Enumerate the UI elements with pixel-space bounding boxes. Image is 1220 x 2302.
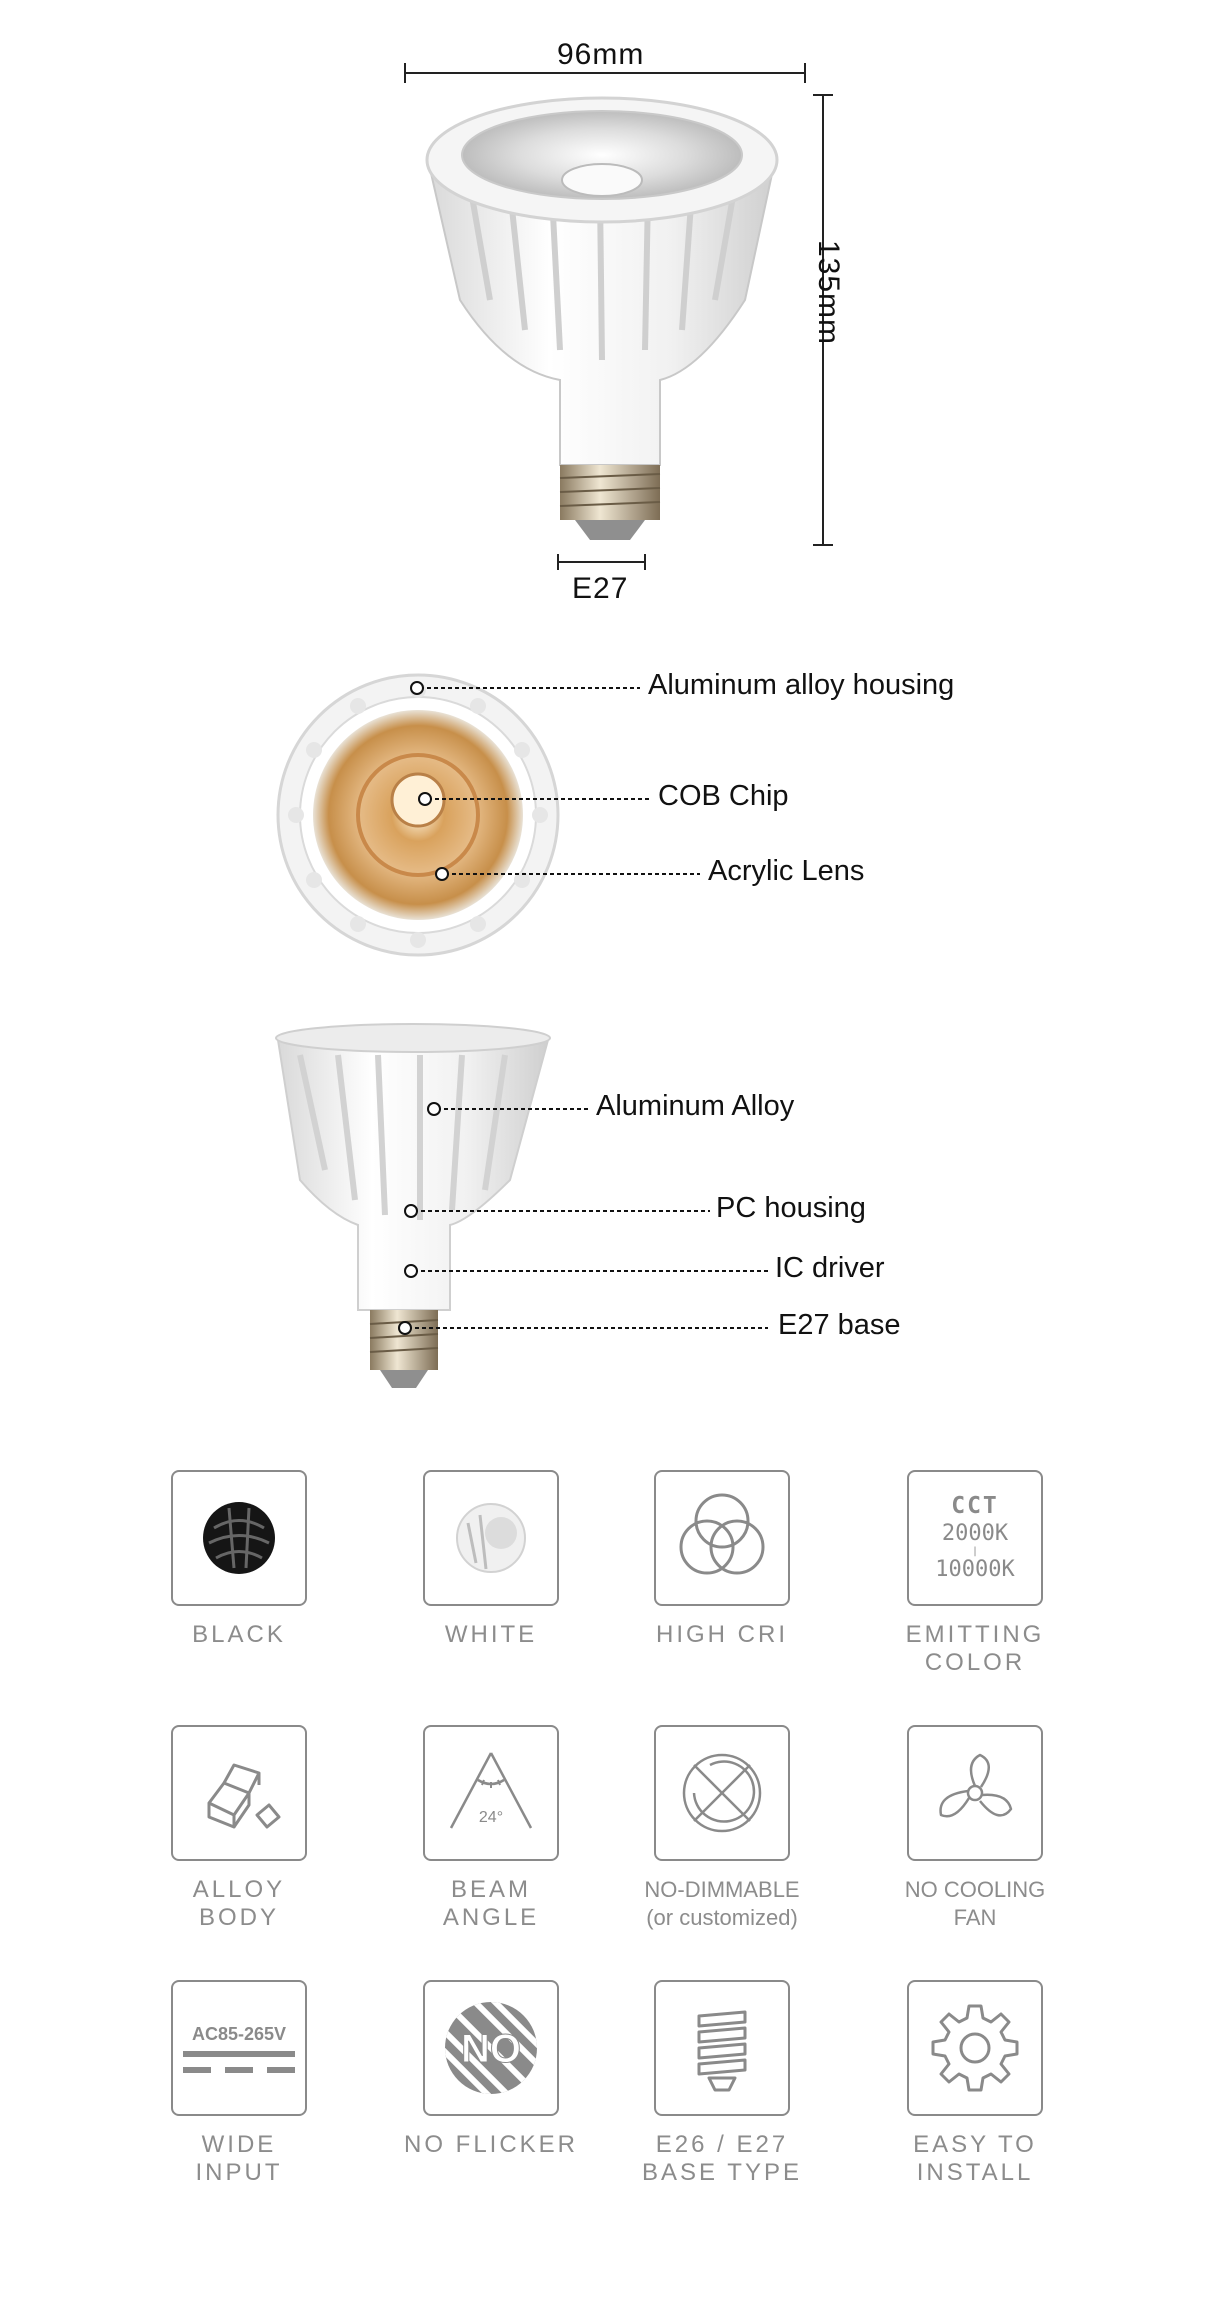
feature-alloy-body-box [171, 1725, 307, 1861]
feature-beam-angle-label-1: BEAM [450, 1876, 531, 1903]
feature-no-cooling-fan-label-1: NO COOLING [904, 1877, 1046, 1902]
feature-wide-input-label-2: INPUT [195, 2159, 283, 2186]
feature-white-box [423, 1470, 559, 1606]
beam-angle-value: 24° [478, 1809, 504, 1826]
callout-ic-driver: IC driver [775, 1252, 885, 1284]
beam-angle-icon [436, 1738, 546, 1848]
gear-icon [925, 1998, 1025, 2098]
callout-aluminum-alloy: Aluminum Alloy [596, 1090, 795, 1122]
feature-alloy-body-label-1: ALLOY [192, 1876, 286, 1903]
feature-no-cooling-fan-box [907, 1725, 1043, 1861]
front-view-diagram [0, 660, 1220, 980]
feature-emitting-color-label-1: EMITTING [905, 1621, 1045, 1648]
feature-emitting-color-label-2: COLOR [924, 1649, 1026, 1676]
feature-wide-input-box [171, 1980, 307, 2116]
callout-pc-housing: PC housing [716, 1192, 866, 1224]
feature-no-dimmable-box [654, 1725, 790, 1861]
feature-no-flicker-box [423, 1980, 559, 2116]
alloy-ingots-icon [189, 1743, 289, 1843]
feature-high-cri-box [654, 1470, 790, 1606]
feature-beam-angle-label-2: ANGLE [442, 1904, 540, 1931]
callout-cob-chip: COB Chip [658, 780, 789, 812]
feature-base-type-label-2: BASE TYPE [642, 2159, 802, 2186]
cct-title: CCT [951, 1493, 999, 1519]
feature-no-cooling-fan-label-2: FAN [953, 1905, 997, 1930]
voltage-range: AC85-265V [191, 2023, 287, 2044]
bulb-front-drawing [0, 660, 1220, 980]
dimension-diagram [0, 0, 1220, 620]
base-dimension-label: E27 [572, 572, 629, 605]
feature-easy-install-label-2: INSTALL [916, 2159, 1034, 2186]
screw-base-icon [677, 1998, 767, 2098]
feature-no-dimmable-label-2: (or customized) [646, 1905, 798, 1930]
callout-e27-base: E27 base [778, 1309, 901, 1341]
feature-beam-angle-box [423, 1725, 559, 1861]
no-flicker-badge: NO [461, 2027, 521, 2071]
feature-black-box [171, 1470, 307, 1606]
feature-no-flicker-label: NO FLICKER [403, 2131, 579, 2158]
feature-wide-input-label-1: WIDE [201, 2131, 277, 2158]
white-bulb-icon [446, 1493, 536, 1583]
feature-cct-box [907, 1470, 1043, 1606]
no-dimmer-icon [672, 1743, 772, 1843]
feature-easy-install-box [907, 1980, 1043, 2116]
callout-aluminum-alloy-housing: Aluminum alloy housing [648, 669, 955, 701]
feature-white-label: WHITE [444, 1621, 538, 1648]
feature-high-cri-label: HIGH CRI [656, 1621, 788, 1648]
height-dimension-label: 135mm [812, 240, 845, 346]
bulb-dimension-drawing [0, 0, 1220, 620]
feature-no-dimmable-label-1: NO-DIMMABLE [644, 1877, 800, 1902]
feature-easy-install-label-1: EASY TO [913, 2131, 1037, 2158]
feature-alloy-body-label-2: BODY [198, 1904, 279, 1931]
side-view-diagram [0, 1010, 1220, 1400]
bulb-side-drawing [0, 1010, 1220, 1400]
feature-black-label: BLACK [192, 1621, 286, 1648]
color-circles-icon [667, 1483, 777, 1593]
black-bulb-icon [194, 1493, 284, 1583]
feature-base-type-box [654, 1980, 790, 2116]
fan-icon [925, 1743, 1025, 1843]
cct-high: 10000K [935, 1557, 1015, 1582]
cct-icon: CCT 2000K | 10000K [935, 1493, 1015, 1582]
voltage-icon [183, 2024, 295, 2073]
cct-low: 2000K [941, 1521, 1009, 1546]
width-dimension-label: 96mm [557, 38, 645, 71]
no-flicker-icon [439, 1996, 543, 2100]
feature-base-type-label-1: E26 / E27 [655, 2131, 789, 2158]
callout-acrylic-lens: Acrylic Lens [708, 855, 865, 887]
